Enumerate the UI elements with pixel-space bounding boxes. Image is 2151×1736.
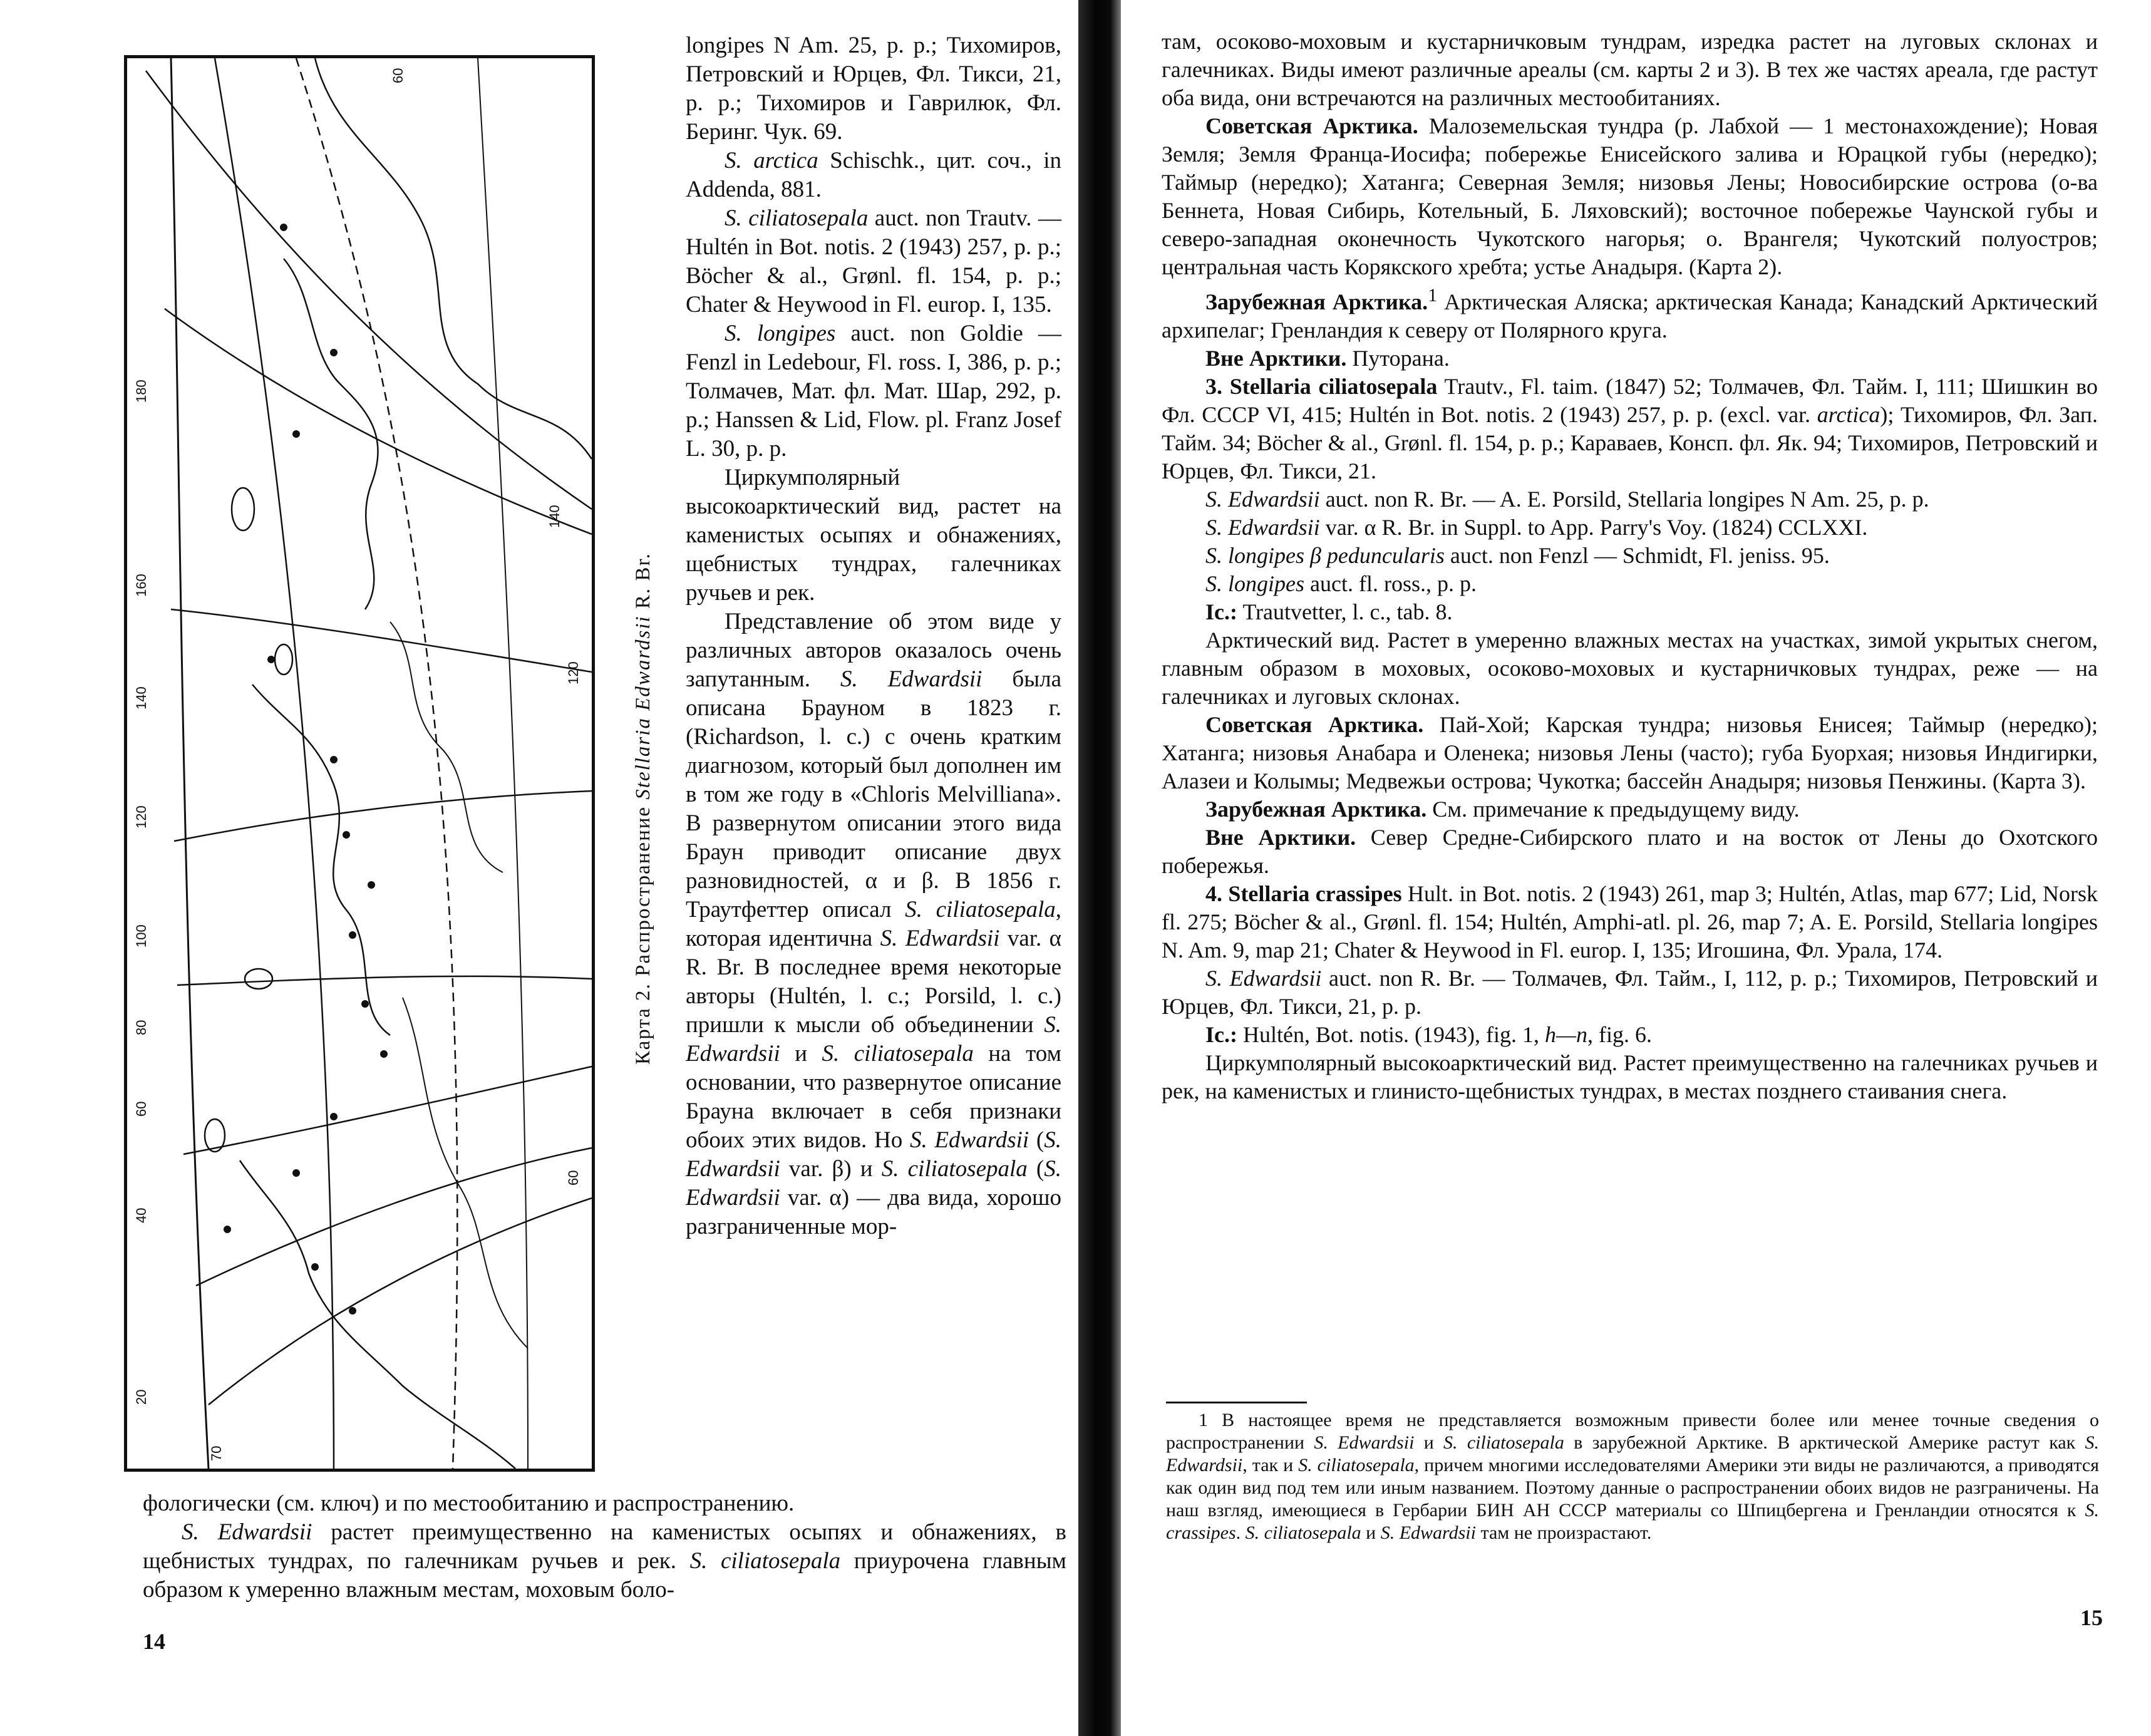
- footnote-rule: [1166, 1402, 1307, 1403]
- svg-text:160: 160: [133, 574, 149, 597]
- paragraph: S. Edwardsii auct. non R. Br. — A. E. Porsild, Stellaria longipes N Am. 25, p. p.: [1205, 487, 1929, 512]
- paragraph: S. ciliatosepala auct. non Trautv. — Hultén in Bot. notis. 2 (1943) 257, p. p.; Böcher & al., Grønl. fl. 154, p. p.; Chater & Heywood in Fl. europ. I, 135.: [686, 205, 1061, 318]
- svg-text:120: 120: [565, 661, 581, 685]
- paragraph: Вне Арктики. Путорана.: [1205, 346, 1450, 371]
- island: [245, 969, 272, 989]
- meridian-line: [146, 71, 592, 509]
- meridian-line: [196, 1148, 592, 1286]
- map-caption: Карта 2. Распространение Stellaria Edwardsii R. Br.: [632, 552, 654, 1065]
- island: [232, 488, 254, 530]
- coastline: [315, 58, 592, 459]
- paragraph: S. longipes auct. non Goldie — Fenzl in Ledebour, Fl. ross. I, 386, p. p.; Толмачев, Мат. фл. Мат. Шар, 292, p. p.; Hanssen & Lid, Flow. pl. Franz Josef L. 30, p. p.: [686, 321, 1061, 462]
- parallel-line: [215, 58, 334, 1469]
- paragraph: S. Edwardsii auct. non R. Br. — Толмачев, Фл. Тайм., I, 112, p. p.; Тихомиров, Петровский и Юрцев, Фл. Тикси, 21, p. p.: [1162, 966, 2098, 1019]
- wide-text-column: [143, 1489, 1066, 1604]
- paragraph: Зарубежная Арктика. См. примечание к предыдущему виду.: [1205, 797, 1800, 822]
- distribution-map: [124, 55, 595, 1472]
- svg-text:60: 60: [565, 1170, 581, 1186]
- svg-text:60: 60: [133, 1101, 149, 1117]
- species-entry: 4. Stellaria crassipes Hult. in Bot. notis. 2 (1943) 261, map 3; Hultén, Atlas, map 677; Lid, Norsk fl. 275; Böcher & al., Grønl. fl. 154; Hultén, Amphi-atl. pl. 26, map 7; A. E. Porsild, Stellaria longipes N. Am. 9, map 21; Chater & Heywood in Fl. europ. I, 135; Игошина, Фл. Урала, 174.: [1162, 881, 2098, 963]
- meridian-line: [165, 309, 592, 534]
- graticule-boundary: [171, 58, 209, 1469]
- paragraph: Зарубежная Арктика.$^1$ Арктическая Аляска; арктическая Канада; Канадский Арктический архипелаг; Гренландия к северу от Полярного круга.: [1162, 285, 2098, 343]
- svg-text:20: 20: [133, 1389, 149, 1405]
- meridian-line: [183, 1067, 592, 1154]
- map-drawing: [127, 58, 592, 1469]
- svg-text:40: 40: [133, 1207, 149, 1223]
- paragraph: Советская Арктика. Малоземельская тундра (р. Лабхой — 1 местонахождение); Новая Земля; Земля Франца-Иосифа; побережье Енисейского залива и Юрацкой губы (нередко); Таймыр (нередко); Хатанга; Северная Земля; низовья Лены; Новосибирские острова (о-ва Беннета, Новая Сибирь, Котельный, Б. Ляховский); восточное побережье Чаунской губы и северо-западная оконечность Чукотского нагорья; о. Врангеля; Чукотский полуостров; центральная часть Корякского хребта; устье Анадыря. (Карта 2).: [1162, 113, 2098, 279]
- svg-text:180: 180: [133, 380, 149, 403]
- paragraph: S. arctica Schischk., цит. соч., in Addenda, 881.: [686, 148, 1061, 202]
- paragraph: Представление об этом виде у различных авторов оказалось очень запутанным. S. Edwardsii была описана Брауном в 1823 г. (Richardson, l. c.) с очень кратким диагнозом, который был дополнен им в том же году в «Chloris Melvilliana». В развернутом описании этого вида Браун приводит описание двух разновидностей, α и β. В 1856 г. Траутфеттер описал S. ciliatosepala, которая идентична S. Edwardsii var. α R. Br. В последнее время некоторые авторы (Hultén, l. c.; Porsild, l. c.) пришли к мысли об объединении S. Edwardsii и S. ciliatosepala на том основании, что развернутое описание Брауна включает в себя признаки обоих этих видов. Но S. Edwardsii (S. Edwardsii var. β) и S. ciliatosepala (S. Edwardsii var. α) — два вида, хорошо разграниченные мор-: [686, 609, 1062, 1239]
- paragraph: longipes N Am. 25, p. p.; Тихомиров, Петровский и Юрцев, Фл. Тикси, 21, p. p.; Тихомиров и Гаврилюк, Фл. Беринг. Чук. 69.: [686, 33, 1061, 145]
- paragraph: Циркумполярный высокоарктический вид. Растет преимущественно на галечниках ручьев и рек, на каменистых и глинисто-щебнистых тундрах, в местах позднего стаивания снега.: [1162, 1050, 2098, 1103]
- paragraph: фологически (см. ключ) и по местообитанию и распространению.: [143, 1491, 795, 1516]
- svg-text:140: 140: [133, 686, 149, 710]
- meridian-line: [177, 976, 592, 985]
- footnote: 1 В настоящее время не представляется возможным привести более или менее точные сведения о распространении S. Edwardsii и S. ciliatosepala в зарубежной Арктике. В арктической Америке растут как S. Edwardsii, так и S. ciliatosepala, причем многими исследователями Америки эти виды не различаются, а приводятся как один вид под тем или иным названием. Поэтому данные о распространении обоих видов не разграничены. На наш взгляд, имеющиеся в Гербарии БИН АН СССР материалы со Шпицбергена и Гренландии относятся к S. crassipes. S. ciliatosepala и S. Edwardsii там не произрастают.: [1166, 1410, 2100, 1543]
- svg-text:120: 120: [133, 805, 149, 829]
- river: [390, 622, 503, 872]
- paragraph: там, осоково-моховым и кустарничковым тундрам, изредка растет на луговых склонах и галечниках. Виды имеют различные ареалы (см. карты 2 и 3). В тех же частях ареала, где растут оба вида, они встречаются на различных местообитаниях.: [1162, 29, 2098, 110]
- page-number: 14: [143, 1629, 165, 1654]
- paragraph: Ic.: Trautvetter, l. c., tab. 8.: [1205, 599, 1453, 624]
- paragraph: Вне Арктики. Север Средне-Сибирского плато и на восток от Лены до Охотского побережья.: [1162, 825, 2098, 878]
- svg-text:60: 60: [390, 68, 406, 83]
- book-gutter: [1078, 0, 1121, 1736]
- meridian-line: [174, 791, 592, 841]
- svg-text:80: 80: [133, 1020, 149, 1035]
- paragraph: Арктический вид. Растет в умеренно влажных местах на участках, зимой укрытых снегом, главным образом в моховых, осоково-моховых и кустарничковых тундрах, реже — на галечниках и луговых склонах.: [1162, 628, 2098, 709]
- svg-text:70: 70: [209, 1445, 224, 1461]
- paragraph: S. longipes β peduncularis auct. non Fenzl — Schmidt, Fl. jeniss. 95.: [1205, 543, 1830, 568]
- island: [275, 644, 292, 674]
- paragraph: Циркумполярный высокоарктический вид, растет на каменистых осыпях и обнажениях, щебнистых тундрах, галечниках ручьев и рек.: [686, 465, 1061, 606]
- paragraph: Ic.: Hultén, Bot. notis. (1943), fig. 1, h—n, fig. 6.: [1205, 1022, 1652, 1047]
- narrow-text-column: [686, 31, 1061, 1241]
- meridian-line: [209, 1198, 592, 1405]
- parallel-line: [478, 58, 528, 1469]
- river: [403, 998, 528, 1348]
- species-entry: 3. Stellaria ciliatosepala Trautv., Fl. taim. (1847) 52; Толмачев, Фл. Тайм. I, 111; Шишкин во Фл. СССР VI, 415; Hultén in Bot. notis. 2 (1943) 257, p. p. (excl. var. arctica); Тихомиров, Фл. Зап. Тайм. 34; Böcher & al., Grønl. fl. 154, p. p.; Караваев, Консп. фл. Як. 94; Тихомиров, Петровский и Юрцев, Фл. Тикси, 21.: [1162, 374, 2098, 483]
- right-text-column: [1162, 28, 2098, 1105]
- paragraph: S. Edwardsii var. α R. Br. in Suppl. to App. Parry's Voy. (1824) CCLXXI.: [1205, 515, 1868, 540]
- coastline: [240, 1160, 515, 1469]
- svg-text:100: 100: [133, 924, 149, 948]
- page-number: 15: [2080, 1605, 2103, 1630]
- arctic-circle: [296, 58, 457, 1469]
- paragraph: S. Edwardsii растет преимущественно на каменистых осыпях и обнажениях, в щебнистых тундрах, по галечникам ручьев и рек. S. ciliatosepala приурочена главным образом к умеренно влажным местам, моховым боло-: [143, 1519, 1066, 1603]
- island: [205, 1119, 225, 1152]
- meridian-line: [171, 609, 592, 672]
- paragraph: Советская Арктика. Пай-Хой; Карская тундра; низовья Енисея; Таймыр (нередко); Хатанга; низовья Анабара и Оленека; низовья Лены (часто); губа Буорхая; низовья Индигирки, Алазеи и Колымы; Медвежьи острова; Чукотка; бассейн Анадыря; низовья Пенжины. (Карта 3).: [1162, 712, 2098, 793]
- svg-text:140: 140: [547, 505, 562, 528]
- paragraph: S. longipes auct. fl. ross., p. p.: [1205, 571, 1477, 596]
